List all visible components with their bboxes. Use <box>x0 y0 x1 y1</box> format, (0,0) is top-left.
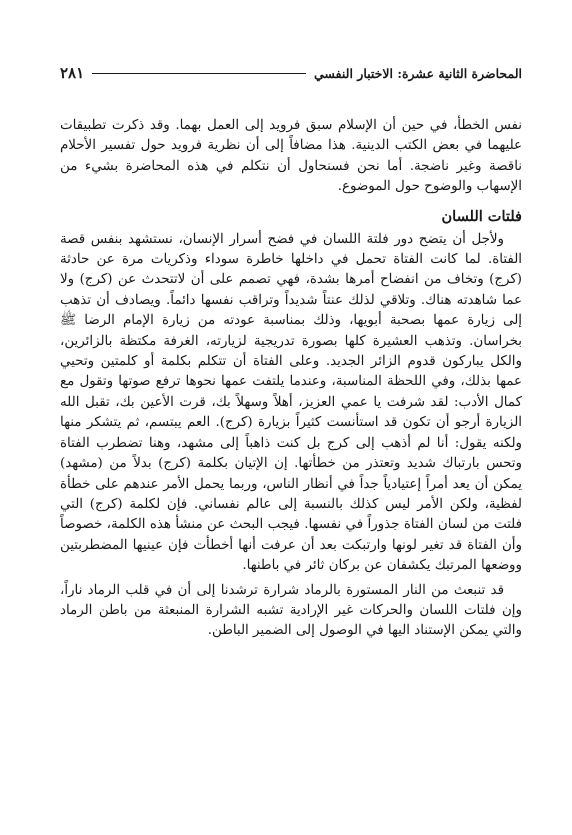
header-rule <box>92 73 306 74</box>
main-paragraph: ولأجل أن يتضح دور فلتة اللسان في فضح أسرار الإنسان، نستشهد بنفس قصة الفتاة. لما كانت الفتاة تحمل في داخلها خاطرة سوداء وذكريات مرة عن حادثة (كرج) وتخاف من انفضاح أمرها بشدة، فهي تصمم على أن لاتتحدث عن (كرج) ولا عما شاهدته هناك. وتلاقي لذلك عنتاً شديداً وتراقب نفسها دائماً. ويصادف أن تذهب إلى زيارة عمها بصحبة أبويها، وذلك بمناسبة عودته من زيارة الإمام الرضا ﷺ بخراسان. وتذهب العشيرة كلها بصورة تدريجية لزيارته، الغرفة مكتظة بالزائرين، والكل يباركون قدوم الزائر الجديد. وعلى الفتاة أن تتكلم بكلمة أو كلمتين وتحيي عمها بذلك، وفي اللحظة المناسبة، وعندما يلتفت عمها نحوها ترفع صوتها وتقول مع كمال الأدب: لقد شرفت يا عمي العزيز، أهلاً وسهلاً بك، قرت الأعين بك، تقبل الله الزيارة أرجو أن تكون قد استأنست كثيراً بزيارة (كرج). العم يبتسم، ثم يتشكر منها ولكنه يقول: أنا لم أذهب إلى كرج بل كنت ذاهباً إلى مشهد، وهنا تضطرب الفتاة وتحس بارتباك شديد وتعتذر من خطأتها. إن الإتيان بكلمة (كرج) بدلاً من (مشهد) يمكن أن يعد أمراً إعتيادياً جداً في أنظار الناس، وربما يحمل الأمر عندهم على خطأة لفظية، ولكن الأمر ليس كذلك بالنسبة إلى عالم نفساني. فإن لكلمة (كرج) التي فلتت من لسان الفتاة جذوراً في نفسها. فيجب البحث عن منشأ هذه الكلمة، خصوصاً وأن الفتاة قد تغير لونها وارتبكت بعد أن عرفت أنها أخطأت فإن عينيها المضطربتين ووضعها المرتبك يكشفان عن بركان ثائر في باطنها. <box>60 231 522 574</box>
intro-paragraph: نفس الخطأ، في حين أن الإسلام سبق فرويد إلى العمل بهما. وقد ذكرت تطبيقات عليهما في بعض الكتب الدينية. هذا مضافاً إلى أن نظرية فرويد حول تفسير الأحلام ناقصة وغير ناضجة. أما نحن فسنحاول أن نتكلم في هذه المحاضرة بشيء من الإسهاب والوضوح حول الموضوع. <box>60 118 522 195</box>
running-header <box>60 60 522 86</box>
page-number: ٢٨١ <box>60 64 85 82</box>
closing-paragraph: قد تنبعث من النار المستورة بالرماد شرارة ترشدنا إلى أن في قلب الرماد ناراً، وإن فلتات اللسان والحركات غير الإرادية تشبه الشرارة المنبعثة من باطن الرماد والتي يمكن الإستناد اليها في الوصول إلى الضمير الباطن. <box>60 582 522 639</box>
book-page <box>60 60 522 642</box>
chapter-title: المحاضرة الثانية عشرة: الاختبار النفسي <box>313 65 522 81</box>
section-heading: فلتات اللسان <box>441 207 522 225</box>
